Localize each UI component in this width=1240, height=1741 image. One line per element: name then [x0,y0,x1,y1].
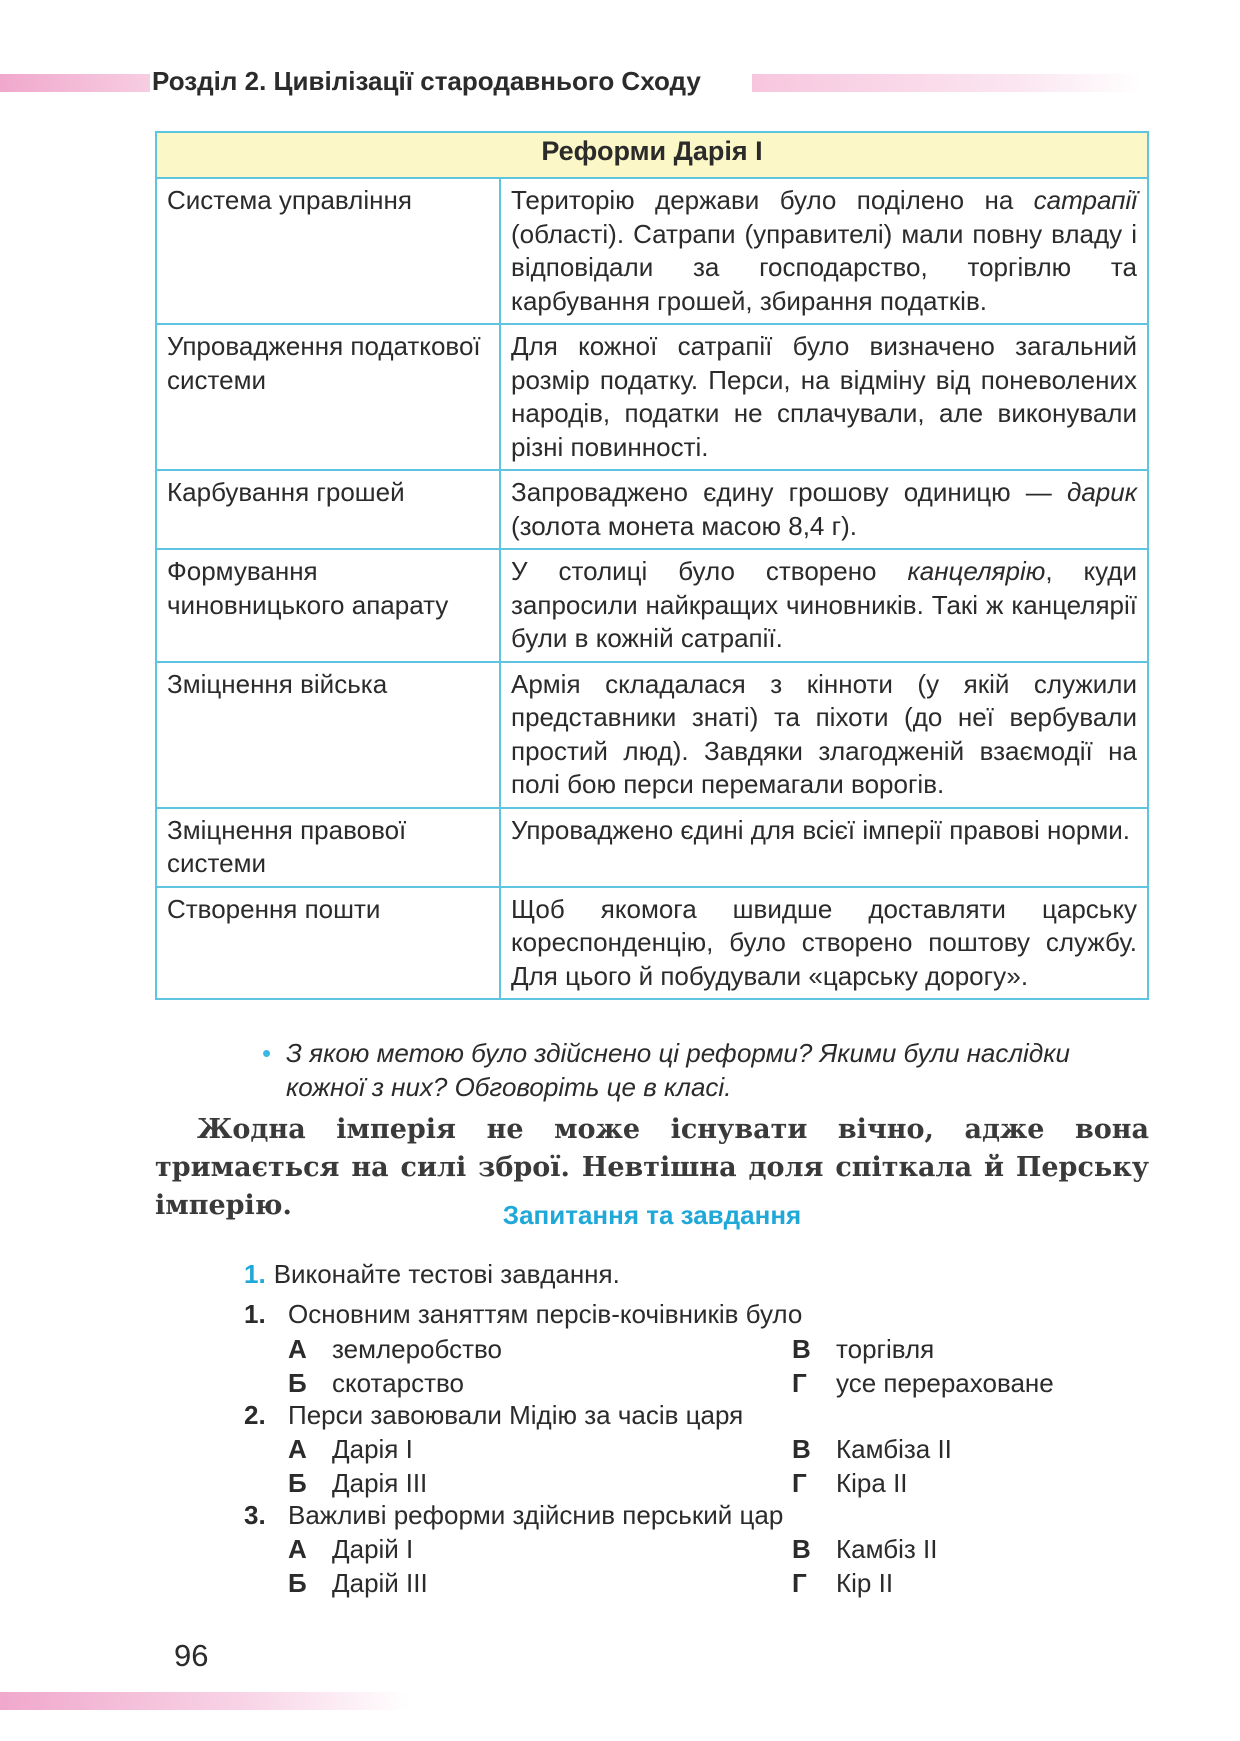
task-number: 1. [244,1259,266,1289]
option-letter: А [288,1334,307,1364]
header-decor-right [752,74,1142,92]
answer-option [792,1468,908,1499]
desc-text: Для кожної сатрапії було визначено загальний розмір податку. Перси, на відміну від поневолених народів, податки не сплачували, але виконували різні повинності. [511,331,1137,462]
answer-option [792,1434,952,1465]
table-row [156,324,1148,470]
reform-name: Упровадження податкової системи [156,324,500,470]
option-text: Кіра II [836,1468,908,1498]
desc-text: , куди запросили найкращих чиновників. Такі ж канцелярії були в кожній сатрапії. [511,556,1137,653]
option-text: Камбіз II [836,1534,938,1564]
option-text: Дарій I [332,1534,414,1564]
reform-name: Карбування грошей [156,470,500,549]
reform-name: Зміцнення війська [156,662,500,808]
option-text: усе перераховане [836,1368,1054,1398]
option-text: Камбіза II [836,1434,952,1464]
option-letter: А [288,1434,307,1464]
answer-option [288,1434,413,1465]
desc-text: Армія складалася з кінноти (у якій служили представники знаті) та піхоти (до неї вербували простий люд). Завдяки злагодженій взаємодії на полі бою перси перемагали ворогів. [511,668,1137,799]
desc-term: дарик [1066,477,1137,507]
option-text: Дарій III [332,1568,428,1598]
option-text: Дарія III [332,1468,428,1498]
tasks-heading: Запитання та завдання [502,1200,802,1230]
answer-option [792,1334,934,1365]
table-row [156,808,1148,887]
table-row [156,470,1148,549]
question-number: 2. [244,1400,266,1430]
reform-name: Формування чиновницького апарату [156,549,500,662]
option-letter: А [288,1534,307,1564]
table-row [156,549,1148,662]
answer-option [288,1568,428,1599]
test-question-3 [244,1500,783,1531]
option-text: землеробство [332,1334,503,1364]
reform-name: Зміцнення правової системи [156,808,500,887]
reforms-table [155,131,1149,1000]
answer-option [792,1568,893,1599]
option-letter: В [792,1434,811,1464]
body-paragraph: Жодна імперія не може існувати вічно, адже вона тримається на силі зброї. Невтішна доля спіткала й Перську імперію. [155,1114,1149,1221]
task-text: Виконайте тестові завдання. [273,1259,620,1289]
chapter-title: Розділ 2. Цивілізації стародавнього Сходу [152,66,701,96]
reform-description [500,324,1148,470]
reform-description [500,178,1148,324]
answer-option [288,1534,413,1565]
reform-description [500,887,1148,1000]
answer-option [288,1334,502,1365]
table-row [156,662,1148,808]
answer-option [792,1534,937,1565]
table-title: Реформи Дарія I [156,132,1148,178]
desc-text: У столиці було створено [511,556,908,586]
option-letter: Г [792,1468,807,1498]
desc-text: (області). Сатрапи (управителі) мали повну владу і відповідали за господарство, торгівлю та карбування грошей, збирання податків. [511,218,1137,316]
desc-text: Запроваджено єдину грошову одиницю — [511,477,1067,507]
option-letter: В [792,1334,811,1364]
option-letter: Г [792,1568,807,1598]
question-number: 3. [244,1500,266,1530]
question-stem: Важливі реформи здійснив перський цар [288,1500,784,1530]
desc-text: Щоб якомога швидше доставляти царську кореспонденцію, було створено поштову службу. Для цього й побудували «царську дорогу». [511,893,1137,991]
option-text: Кір II [836,1568,894,1598]
test-question-1 [244,1299,802,1330]
answer-option [288,1368,464,1399]
reform-name: Створення пошти [156,887,500,1000]
table-row [156,178,1148,324]
bullet-icon: • [262,1038,272,1068]
option-text: торгівля [836,1334,935,1364]
table-row [156,887,1148,1000]
option-text: скотарство [332,1368,464,1398]
option-letter: Б [288,1568,307,1598]
desc-text: (золота монета масою 8,4 г). [511,510,857,541]
option-letter: Б [288,1368,307,1398]
question-number: 1. [244,1299,266,1329]
desc-text: Упроваджено єдині для всієї імперії правові норми. [511,814,1130,845]
task-instruction [244,1259,620,1290]
desc-term: сатрапії [1033,185,1137,215]
reform-description [500,662,1148,808]
footer-decor [0,1692,410,1710]
discussion-question [262,1036,1152,1104]
reform-description [500,470,1148,549]
header-decor-left [0,74,150,92]
question-stem: Перси завоювали Мідію за часів царя [288,1400,744,1430]
page-number: 96 [174,1638,209,1673]
option-letter: Б [288,1468,307,1498]
reform-name: Система управління [156,178,500,324]
reform-description [500,808,1148,887]
question-text: З якою метою було здійснено ці реформи? Якими були наслідки кожної з них? Обговоріть це в класі. [286,1038,1070,1102]
reform-description [500,549,1148,662]
option-text: Дарія I [332,1434,413,1464]
question-stem: Основним заняттям персів-кочівників було [288,1299,803,1329]
desc-text: Територію держави було поділено на [511,185,1034,215]
test-question-2 [244,1400,743,1431]
desc-term: канцелярію [907,556,1046,586]
option-letter: В [792,1534,811,1564]
option-letter: Г [792,1368,807,1398]
answer-option [288,1468,427,1499]
answer-option [792,1368,1054,1399]
